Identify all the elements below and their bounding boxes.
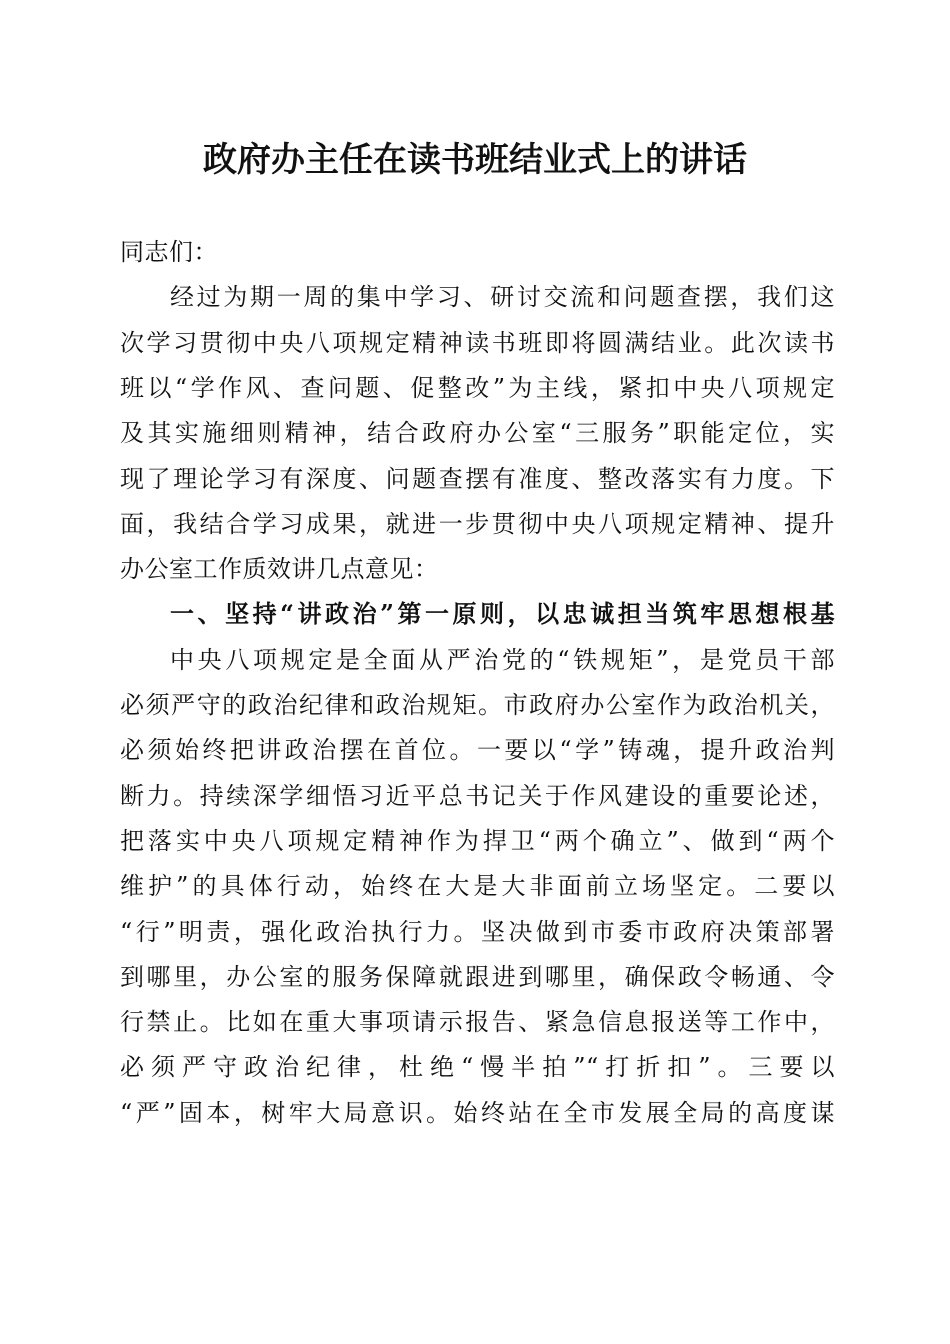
section-heading: 一、坚持“讲政治”第一原则，以忠诚担当筑牢思想根基 [170,599,835,629]
text-line: 同志们： [120,238,218,266]
text-line: 及其实施细则精神，结合政府办公室“三服务”职能定位，实 [120,419,835,448]
text-line: 面，我结合学习成果，就进一步贯彻中央八项规定精神、提升 [120,509,835,538]
text-line: 办公室工作质效讲几点意见： [120,555,439,584]
text-line: 到哪里，办公室的服务保障就跟进到哪里，确保政令畅通、令 [120,962,835,991]
text-line: 经过为期一周的集中学习、研讨交流和问题查摆，我们这 [170,283,835,312]
text-line: 把落实中央八项规定精神作为捍卫“两个确立”、做到“两个 [120,826,835,855]
text-line: 必须严守的政治纪律和政治规矩。市政府办公室作为政治机关， [120,691,835,719]
text-line: 必须严守政治纪律，杜绝“慢半拍”“打折扣”。三要以 [120,1053,835,1082]
document-title: 政府办主任在读书班结业式上的讲话 [203,140,747,180]
text-line: “行”明责，强化政治执行力。坚决做到市委市政府决策部署 [120,917,835,946]
text-line: 行禁止。比如在重大事项请示报告、紧急信息报送等工作中， [120,1008,835,1037]
text-line: 维护”的具体行动，始终在大是大非面前立场坚定。二要以 [120,872,835,901]
text-line: 中央八项规定是全面从严治党的“铁规矩”，是党员干部 [170,645,835,674]
text-line: 次学习贯彻中央八项规定精神读书班即将圆满结业。此次读书 [120,328,835,357]
text-line: “严”固本，树牢大局意识。始终站在全市发展全局的高度谋 [120,1098,835,1127]
text-line: 班以“学作风、查问题、促整改”为主线，紧扣中央八项规定 [120,373,835,402]
text-line: 断力。持续深学细悟习近平总书记关于作风建设的重要论述， [120,781,835,810]
text-line: 现了理论学习有深度、问题查摆有准度、整改落实有力度。下 [120,464,835,493]
text-line: 必须始终把讲政治摆在首位。一要以“学”铸魂，提升政治判 [120,736,835,765]
